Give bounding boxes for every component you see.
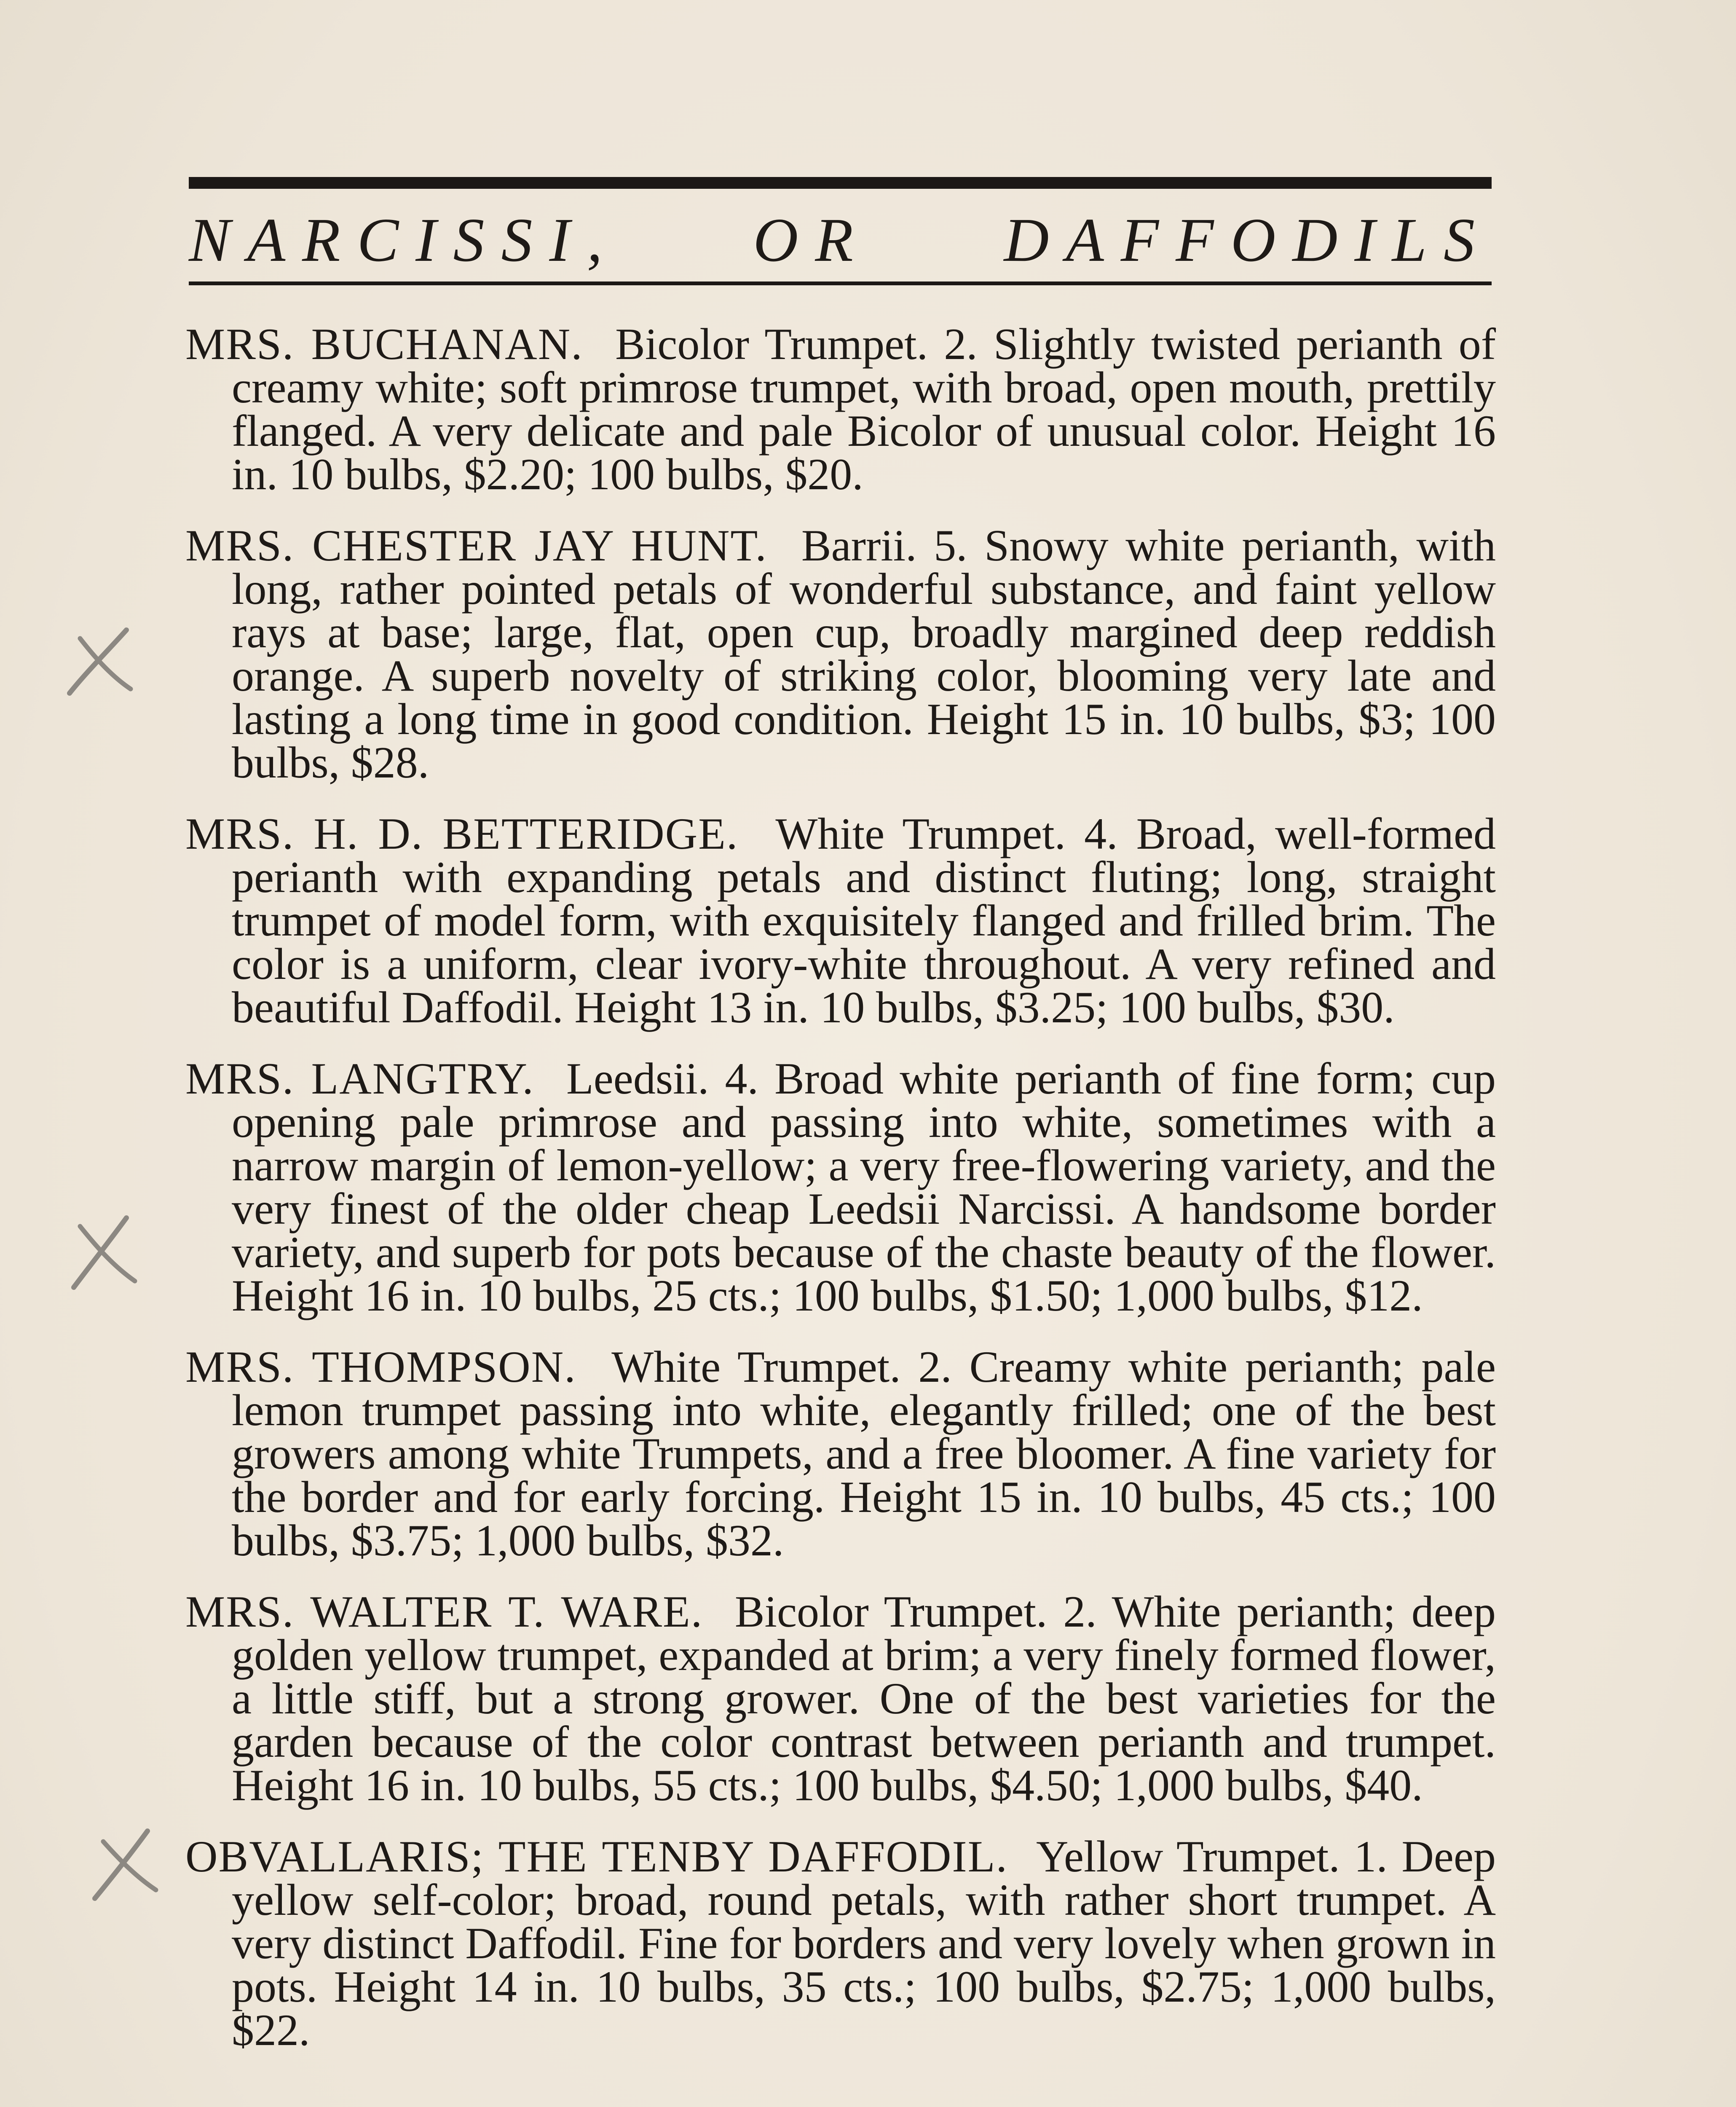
- variety-description: Barrii. 5. Snowy white perianth, with long, rather pointed petals of wonderful substance, and faint yellow rays at base; large, flat, open cup, broadly margined deep reddish orange. A superb novelty of striking color, blooming very late and lasting a long time in good condition. Height 15 in. 10 bulbs, $3; 100 bulbs, $28.: [232, 521, 1496, 787]
- variety-entry: [185, 319, 1496, 499]
- variety-entry: [185, 1342, 1496, 1565]
- variety-name: MRS. WALTER T. WARE.: [185, 1587, 703, 1636]
- header-bottom-rule: [189, 281, 1492, 285]
- variety-list: [185, 319, 1496, 2080]
- variety-description: Bicolor Trumpet. 2. White perianth; deep golden yellow trumpet, expanded at brim; a very finely formed flower, a little stiff, but a strong grower. One of the best varieties for the garden because of the color contrast between perianth and trumpet. Height 16 in. 10 bulbs, 55 cts.; 100 bulbs, $4.50; 1,000 bulbs, $40.: [232, 1587, 1496, 1810]
- variety-entry: [185, 1832, 1496, 2055]
- variety-entry: [185, 809, 1496, 1032]
- variety-description: White Trumpet. 4. Broad, well-formed perianth with expanding petals and distinct fluting; long, straight trumpet of model form, with exquisitely flanged and frilled brim. The color is a uniform, clear ivory-white throughout. A very refined and beautiful Daffodil. Height 13 in. 10 bulbs, $3.25; 100 bulbs, $30.: [232, 809, 1496, 1032]
- variety-entry: [185, 1054, 1496, 1320]
- variety-entry: [185, 1587, 1496, 1810]
- variety-description: White Trumpet. 2. Creamy white perianth; pale lemon trumpet passing into white, elegantly frilled; one of the best growers among white Trumpets, and a free bloomer. A fine variety for the border and for early forcing. Height 15 in. 10 bulbs, 45 cts.; 100 bulbs, $3.75; 1,000 bulbs, $32.: [232, 1342, 1496, 1565]
- pencil-x-mark-icon: [55, 1207, 147, 1300]
- header-word: NARCISSI,: [189, 206, 619, 275]
- variety-name: OBVALLARIS; THE TENBY DAFFODIL.: [185, 1832, 1008, 1881]
- variety-name: MRS. CHESTER JAY HUNT.: [185, 521, 767, 570]
- variety-name: MRS. H. D. BETTERIDGE.: [185, 809, 739, 858]
- pencil-x-mark-icon: [53, 617, 145, 710]
- variety-description: Bicolor Trumpet. 2. Slightly twisted perianth of creamy white; soft primrose trumpet, with broad, open mouth, prettily flanged. A very delicate and pale Bicolor of unusual color. Height 16 in. 10 bulbs, $2.20; 100 bulbs, $20.: [232, 319, 1496, 499]
- header-word: DAFFODILS: [1004, 206, 1492, 275]
- header-word: OR: [753, 206, 870, 275]
- variety-description: Leedsii. 4. Broad white perianth of fine form; cup opening pale primrose and passing into white, sometimes with a narrow margin of lemon-yellow; a very free-flowering variety, and the very finest of the older cheap Leedsii Narcissi. A handsome border variety, and superb for pots because of the chaste beauty of the flower. Height 16 in. 10 bulbs, 25 cts.; 100 bulbs, $1.50; 1,000 bulbs, $12.: [232, 1054, 1496, 1320]
- pencil-x-mark-icon: [80, 1820, 173, 1913]
- variety-name: MRS. THOMPSON.: [185, 1342, 576, 1391]
- variety-entry: [185, 521, 1496, 787]
- variety-description: Yellow Trumpet. 1. Deep yellow self-color; broad, round petals, with rather short trumpet. A very distinct Daffodil. Fine for borders and very lovely when grown in pots. Height 14 in. 10 bulbs, 35 cts.; 100 bulbs, $2.75; 1,000 bulbs, $22.: [232, 1832, 1496, 2055]
- variety-name: MRS. LANGTRY.: [185, 1054, 534, 1103]
- variety-name: MRS. BUCHANAN.: [185, 319, 583, 369]
- page-header-title: [189, 198, 1492, 282]
- header-top-rule: [189, 177, 1492, 189]
